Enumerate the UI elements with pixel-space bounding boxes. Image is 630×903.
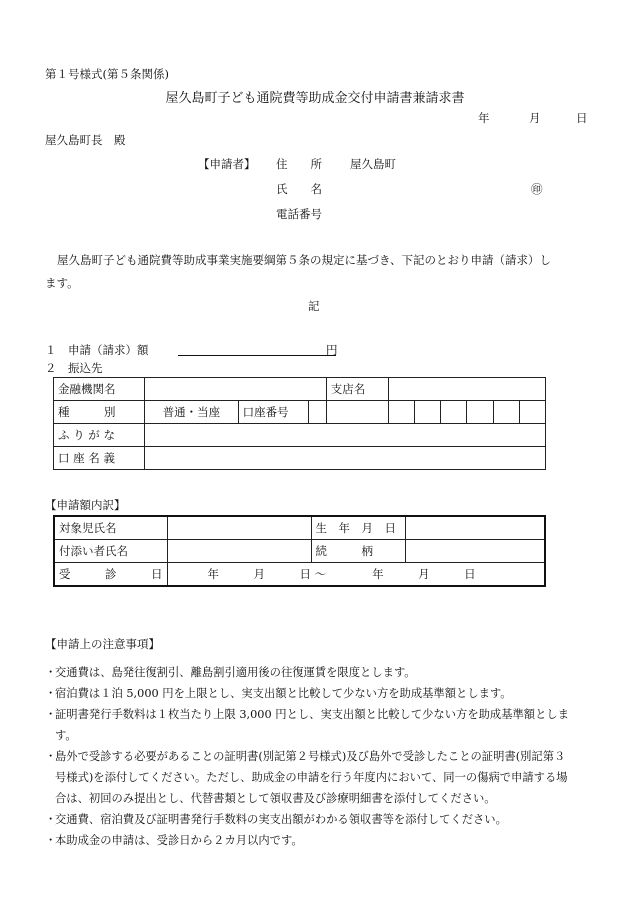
account-digit[interactable]: [414, 401, 440, 424]
intro-text-line2: ます。: [45, 276, 79, 290]
seal-mark: ㊞: [531, 182, 543, 196]
guardian-name-label: 付添い者氏名: [54, 540, 167, 563]
date-day: 日: [576, 111, 588, 125]
name-label: 氏 名: [276, 182, 322, 196]
phone-label: 電話番号: [276, 207, 322, 221]
amount-field[interactable]: [178, 355, 336, 356]
holder-label: 口 座 名 義: [54, 447, 145, 470]
form-number: 第１号様式(第５条関係): [45, 67, 169, 81]
holder-field[interactable]: [145, 447, 546, 470]
breakdown-title: 【申請額内訳】: [45, 498, 126, 512]
list-item: ・ 本助成金の申請は、受診日から２カ月以内です。: [45, 834, 303, 847]
addressee: 屋久島町長 殿: [45, 133, 126, 147]
date-month: 月: [529, 111, 541, 125]
bank-name-field[interactable]: [145, 378, 326, 401]
account-digit[interactable]: [467, 401, 493, 424]
relation-field[interactable]: [405, 540, 545, 563]
account-digit[interactable]: [441, 401, 467, 424]
breakdown-table: [53, 515, 546, 587]
ki-heading: 記: [308, 299, 320, 313]
account-digit[interactable]: [493, 401, 519, 424]
bank-name-label: 金融機関名: [54, 378, 145, 401]
visit-date-label: 受 診 日: [54, 563, 167, 587]
list-item: ・ 交通費は、島発往復割引、離島割引適用後の往復運賃を限度とします。: [45, 666, 416, 679]
relation-label: 続 柄: [311, 540, 405, 563]
birth-date-field[interactable]: [405, 516, 545, 540]
account-digit[interactable]: [388, 401, 414, 424]
list-item: ・ 宿泊費は１泊 5,000 円を上限とし、実支出額と比較して少ない方を助成基準額とします。: [45, 687, 512, 700]
amount-label: １ 申請（請求）額: [45, 343, 149, 357]
address-label: 住 所: [276, 157, 322, 171]
branch-label: 支店名: [326, 378, 388, 401]
furigana-label: ふ り が な: [54, 424, 145, 447]
child-name-field[interactable]: [167, 516, 311, 540]
guardian-name-field[interactable]: [167, 540, 311, 563]
list-item: ・ 島外で受診する必要があることの証明書(別記第２号様式)及び島外で受診したことの証明書(別記第３ 号様式)を添付してください。ただし、助成金の申請を行う年度内において、同一の傷病で申請する場 合は、初回のみ提出とし、代替書類として領収書及び診療明細書を添付してください。: [45, 750, 568, 805]
account-digit[interactable]: [519, 401, 545, 424]
list-item: ・ 証明書発行手数料は１枚当たり上限 3,000 円とし、実支出額と比較して少ない方を助成基準額としま す。: [45, 708, 569, 742]
account-digit[interactable]: [308, 401, 326, 424]
account-number-label: 口座番号: [238, 401, 308, 424]
furigana-field[interactable]: [145, 424, 546, 447]
applicant-label: 【申請者】: [198, 157, 256, 171]
intro-text-line1: 屋久島町子ども通院費等助成事業実施要綱第５条の規定に基づき、下記のとおり申請（請求）し: [57, 253, 552, 267]
amount-unit: 円: [326, 343, 338, 357]
list-item: ・ 交通費、宿泊費及び証明書発行手数料の実支出額がわかる領収書等を添付してください。: [45, 813, 507, 826]
type-value[interactable]: 普通・当座: [145, 401, 238, 424]
transfer-label: ２ 振込先: [45, 361, 103, 375]
form-title: 屋久島町子ども通院費等助成金交付申請書兼請求書: [165, 91, 465, 106]
branch-field[interactable]: [388, 378, 545, 401]
date-year: 年: [478, 111, 490, 125]
bank-table: [53, 377, 546, 470]
address-value[interactable]: 屋久島町: [350, 157, 396, 171]
birth-date-label: 生 年 月 日: [311, 516, 405, 540]
notes-list: [45, 662, 595, 851]
notes-title: 【申請上の注意事項】: [45, 637, 160, 651]
child-name-label: 対象児氏名: [54, 516, 167, 540]
account-digit[interactable]: [326, 401, 388, 424]
type-label: 種 別: [54, 401, 145, 424]
visit-date-field[interactable]: 年 月 日 〜 年 月 日: [167, 563, 545, 587]
